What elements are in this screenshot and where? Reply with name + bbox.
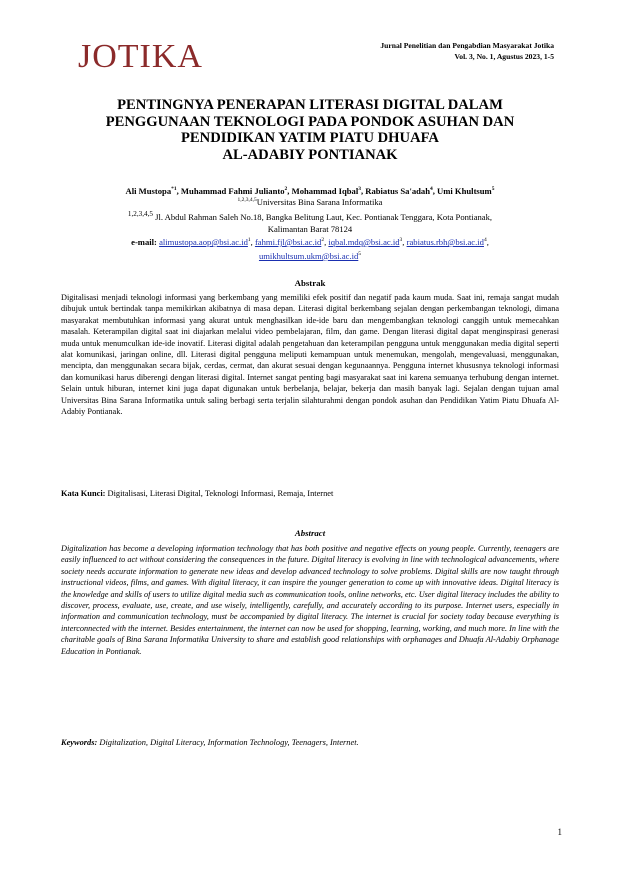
author-sup: 2 bbox=[284, 186, 288, 192]
kata-kunci bbox=[61, 489, 559, 498]
author-sup: 3 bbox=[358, 186, 361, 192]
email-sup: 2 bbox=[321, 237, 325, 243]
author-name: Ali Mustopa bbox=[125, 185, 172, 196]
keywords-label: Keywords: bbox=[61, 738, 98, 747]
email-sup: 3 bbox=[399, 237, 403, 243]
email-link[interactable]: iqbal.mdq@bsi.ac.id bbox=[328, 236, 400, 247]
kata-kunci-values: Digitalisasi, Literasi Digital, Teknologi Informasi, Remaja, Internet bbox=[107, 489, 334, 498]
keywords-values: Digitalization, Digital Literacy, Information Technology, Teenagers, Internet. bbox=[99, 738, 359, 747]
title-line: PENDIDIKAN YATIM PIATU DHUAFA bbox=[181, 130, 439, 146]
email-sup: 1 bbox=[247, 237, 251, 243]
abstract-text: Digitalization has become a developing information technology that has both positive and negative effects on young people. Currently, teenagers are easily influenced to act without considering the consequences in the future. Digital literacy is evolving in line with technological advancements, where society needs accurate information to generate new ideas and develop advanced technology to solve problems. Digital skills are now taught through instructional videos, films, and games. With digital literacy, it can inspire the younger generation to come up with innovative ideas. Digital literacy is the knowledge and skills of users to utilize digital media such as communication tools, online networks, etc. User digital literacy includes the ability to discover, process, evaluate, use, create, and use wisely, intelligently, carefully, and accurately according to its purpose. Internet users, especially in information and communication technology, must be accompanied by digital literacy. The internet is crucial for society today because everything is interconnected with the internet. Besides entertainment, the internet can now be used for shopping, learning, working, and much more. In line with the charitable goals of Bina Sarana Informatika University to share and establish good relationships with orphanages and Dhuafa Al-Adabiy Orphanage Education in Pontianak. bbox=[61, 544, 559, 656]
affiliation bbox=[60, 195, 560, 208]
abstract-heading: Abstract bbox=[294, 528, 326, 538]
address bbox=[60, 208, 560, 235]
kata-kunci-label: Kata Kunci: bbox=[61, 489, 106, 498]
author-sup: 4 bbox=[429, 186, 433, 192]
page-number: 1 bbox=[557, 827, 562, 837]
email-link[interactable]: fahmi.fjl@bsi.ac.id bbox=[254, 236, 322, 247]
author-name: Mohammad Iqbal bbox=[291, 185, 359, 196]
abstrak-text: Digitalisasi menjadi teknologi informasi yang berkembang yang memiliki efek positif dan negatif pada kaum muda. Saat ini, remaja sangat mudah dibujuk untuk bertindak tanpa memikirkan akibatnya di masa depan. Literasi digital berkembang sejalan dengan perkembangan teknologi, dimana masyarakat membutuhkan informasi yang akurat untuk menghasilkan ide-ide baru dan mengembangkan teknologi canggih untuk memecahkan masalah. Keterampilan digital saat ini diajarkan melalui video pembelajaran, film, dan game. Dengan literasi digital dapat menginspirasi generasi muda untuk menumculkan ide-ide inovatif. Literasi digital adalah pengetahuan dan keterampilan pengguna untuk menggunakan media digital seperti alat komunikasi, jaringan online, dll. Literasi digital pengguna meliputi kemampuan untuk menemukan, mengolah, mengevaluasi, menggunakan, mencipta, dan menggunakan secara bijak, cerdas, cermat, dan akurat sesuai dengan kegunaannya. Pengguna internet khususnya teknologi informasi dan komunikasi harus diberengi dengan literasi digital. Internet sangat penting bagi masyarakat saat ini karena semuanya terhubung dengan internet. Selain untuk hiburan, internet kini juga dapat digunakan untuk berbelanja, belajar, bekerja dan masih banyak lagi. Sejalan dengan tujuan amal Universitas Bina Sarana Informatika untuk saling berbagi serta terjalin silahturahmi dengan pondok asuhan dan Pendidikan Yatim Piatu Dhuafa Al-Adabiy Pontianak. bbox=[61, 293, 559, 417]
author-sup: 5 bbox=[491, 186, 495, 192]
email-sup: 4 bbox=[483, 237, 487, 243]
journal-logo: JOTIKA bbox=[78, 38, 203, 75]
email-list: e-mail: $alimustopa.aop@bsi.ac.id^1$, $fahmi.fjl@bsi.ac.id^2$, $iqbal.mdq@bsi.ac.id^3$, $rabiatus.rbh@bsi.ac.id^4$, $umikhultsum.ukm@bsi.ac.id^5$ bbox=[131, 236, 489, 261]
author-name: Muhammad Fahmi Julianto bbox=[180, 185, 285, 196]
email-link[interactable]: alimustopa.aop@bsi.ac.id bbox=[159, 236, 248, 247]
title-line: PENTINGNYA PENERAPAN LITERASI DIGITAL DALAM bbox=[117, 97, 503, 113]
keywords bbox=[61, 738, 559, 747]
email-label: e-mail: bbox=[131, 236, 157, 247]
address-line bbox=[60, 208, 560, 223]
journal-volume: Vol. 3, No. 1, Agustus 2023, 1-5 bbox=[454, 52, 554, 61]
journal-name: Jurnal Penelitian dan Pengabdian Masyarakat Jotika bbox=[380, 41, 554, 50]
email-sup: 5 bbox=[358, 250, 362, 257]
abstrak-heading: Abstrak bbox=[294, 278, 326, 288]
email-link[interactable]: rabiatus.rbh@bsi.ac.id bbox=[406, 236, 484, 247]
affiliation-sup: 1,2,3,4,5 bbox=[237, 197, 257, 203]
title-line: AL-ADABIY PONTIANAK bbox=[222, 146, 398, 163]
paper-title bbox=[40, 97, 580, 163]
journal-info bbox=[380, 40, 554, 62]
author-sup: *1 bbox=[171, 186, 177, 192]
author-list: Ali Mustopa$^{*1}$, Muhammad Fahmi Julianto$^2$, Mohammad Iqbal$^3$, Rabiatus Sa'adah$^4$, Umi Khultsum$^5$ bbox=[125, 185, 495, 196]
affiliation-name: Universitas Bina Sarana Informatika bbox=[256, 196, 383, 207]
address-sup: 1,2,3,4,5 bbox=[127, 210, 153, 218]
author-name: Rabiatus Sa'adah bbox=[365, 185, 430, 196]
address-line: Kalimantan Barat 78124 bbox=[267, 223, 353, 234]
title-line: PENGGUNAAN TEKNOLOGI PADA PONDOK ASUHAN DAN bbox=[105, 113, 515, 130]
author-name: Umi Khultsum bbox=[437, 185, 492, 196]
email-link[interactable]: umikhultsum.ukm@bsi.ac.id bbox=[258, 250, 359, 261]
address-text: Jl. Abdul Rahman Saleh No.18, Bangka Belitung Laut, Kec. Pontianak Tenggara, Kota Pontianak, bbox=[155, 211, 493, 222]
